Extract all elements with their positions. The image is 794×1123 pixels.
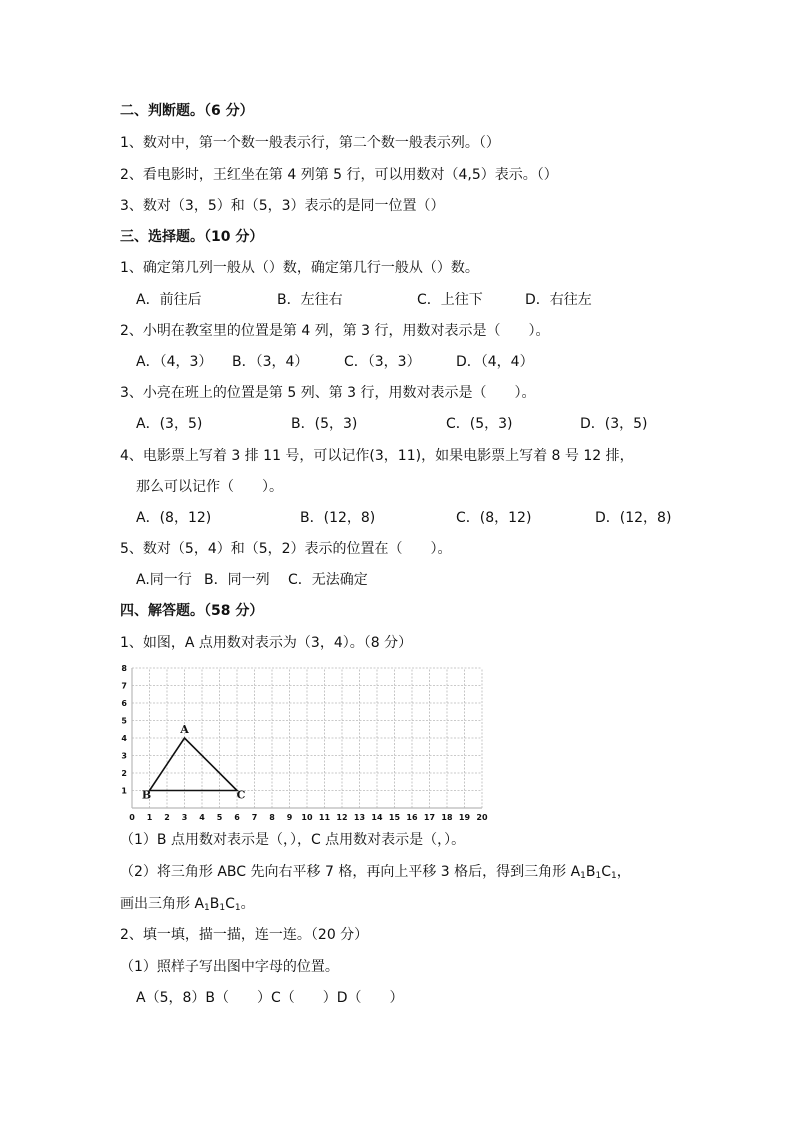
section2-question-2: 2、看电影时，王红坐在第 4 列第 5 行，可以用数对（4,5）表示。（） [120,167,558,183]
section3-question-4: 4、电影票上写着 3 排 11 号，可以记作(3，11)，如果电影票上写着 8 号 12 排， [120,448,634,464]
section3-heading: 三、选择题。（10 分） [120,229,264,245]
x-tick-label: 16 [406,813,418,822]
section2-question-1: 1、数对中，第一个数一般表示行，第二个数一般表示列。（） [120,135,500,151]
section3-question-1: 1、确定第几列一般从（）数，确定第几行一般从（）数。 [120,260,479,276]
x-tick-label: 17 [423,813,436,822]
sub3-tail: 。 [240,896,255,912]
section4-question-1: 1、如图，A 点用数对表示为（3，4）。（8 分） [120,635,413,651]
triangle-abc [150,738,238,791]
x-tick-label: 19 [458,813,471,822]
q1-option-c: C．上往下 [417,292,483,308]
q5-option-b: B．同一列 [204,572,270,588]
x-tick-label: 8 [269,813,275,822]
x-tick-label: 2 [164,813,170,822]
y-tick-label: 3 [121,751,127,761]
sub2-text: （2）将三角形 ABC 先向右平移 7 格，再向上平移 3 格后，得到三角形 A [120,864,581,880]
y-tick-label: 8 [121,664,127,673]
section4-q2-answer-line: A（5，8）B（ ）C（ ）D（ ） [136,990,404,1006]
q2-option-d: D．（4，4） [456,354,534,370]
y-tick-label: 6 [121,699,127,708]
section3-question-3: 3、小亮在班上的位置是第 5 列、第 3 行，用数对表示是（ ）。 [120,385,536,401]
x-tick-label: 5 [216,813,223,822]
x-tick-label: 3 [181,813,188,822]
section2-heading: 二、判断题。（6 分） [120,103,254,119]
q3-option-c: C．(5，3) [446,416,513,432]
y-tick-label: 7 [121,681,127,691]
x-tick-label: 18 [441,813,453,822]
subscript: 1 [234,903,241,913]
subscript: 1 [595,871,602,881]
q2-option-a: A．（4，3） [136,354,213,370]
section4-question-2: 2、填一填，描一描，连一连。（20 分） [120,927,369,943]
sub3-text: 画出三角形 A [120,896,205,912]
q5-option-a: A.同一行 [136,572,192,588]
x-tick-label: 7 [251,813,258,822]
subscript: 1 [580,871,586,881]
y-tick-label: 1 [121,786,127,796]
q2-option-b: B．（3，4） [232,354,309,370]
x-tick-label: 14 [371,813,383,822]
section4-q1-sub3: 画出三角形 $A_1B_1C_1$。 [120,896,255,913]
q4-option-d: D．(12，8) [595,510,672,526]
x-tick-label: 20 [476,813,488,822]
q3-option-d: D．(3，5) [580,416,648,432]
subscript: 1 [611,871,617,881]
subscript: 1 [204,903,210,913]
x-tick-label: 6 [234,813,240,822]
subscript: 1 [219,903,226,913]
point-label-b: B [141,788,152,802]
y-tick-label: 4 [121,734,127,743]
section4-q1-sub2: （2）将三角形 ABC 先向右平移 7 格，再向上平移 3 格后，得到三角形 $A_1B_1C_1$， [120,864,631,881]
q2-option-c: C．（3，3） [344,354,421,370]
x-tick-label: 1 [146,813,153,822]
coordinate-grid-chart [118,654,490,822]
x-tick-label: 13 [353,813,366,822]
x-tick-label: 4 [199,813,205,822]
q4-option-c: C．(8，12) [456,510,532,526]
q5-option-c: C．无法确定 [288,572,368,588]
section2-question-3: 3、数对（3，5）和（5，3）表示的是同一位置（） [120,198,445,214]
point-label-a: A [180,723,189,736]
q1-option-a: A．前往后 [136,292,202,308]
x-tick-label: 12 [336,813,348,822]
point-label-c: C [236,788,246,802]
q3-option-a: A．(3，5) [136,416,203,432]
q1-option-b: B．左往右 [277,292,343,308]
q4-option-a: A．(8，12) [136,510,212,526]
y-tick-label: 5 [121,716,127,726]
x-tick-label: 11 [318,813,331,822]
section4-heading: 四、解答题。（58 分） [120,603,264,619]
x-tick-label: 15 [388,813,401,822]
q3-option-b: B．(5，3) [291,416,358,432]
section4-q1-sub1: （1）B 点用数对表示是（，），C 点用数对表示是（，）。 [120,832,466,848]
section4-q2-sub1: （1）照样子写出图中字母的位置。 [120,959,339,975]
q4-option-b: B．(12，8) [300,510,376,526]
section3-question-5: 5、数对（5，4）和（5，2）表示的位置在（ ）。 [120,541,452,557]
section3-question-4-cont: 那么可以记作（ ）。 [136,479,283,495]
sub2-tail: ， [616,864,631,880]
y-tick-label: 2 [121,769,127,778]
x-tick-label: 0 [129,813,135,822]
x-tick-label: 10 [301,813,313,822]
section3-question-2: 2、小明在教室里的位置是第 4 列，第 3 行，用数对表示是（ ）。 [120,323,550,339]
x-tick-label: 9 [286,813,293,822]
q1-option-d: D．右往左 [525,292,592,308]
